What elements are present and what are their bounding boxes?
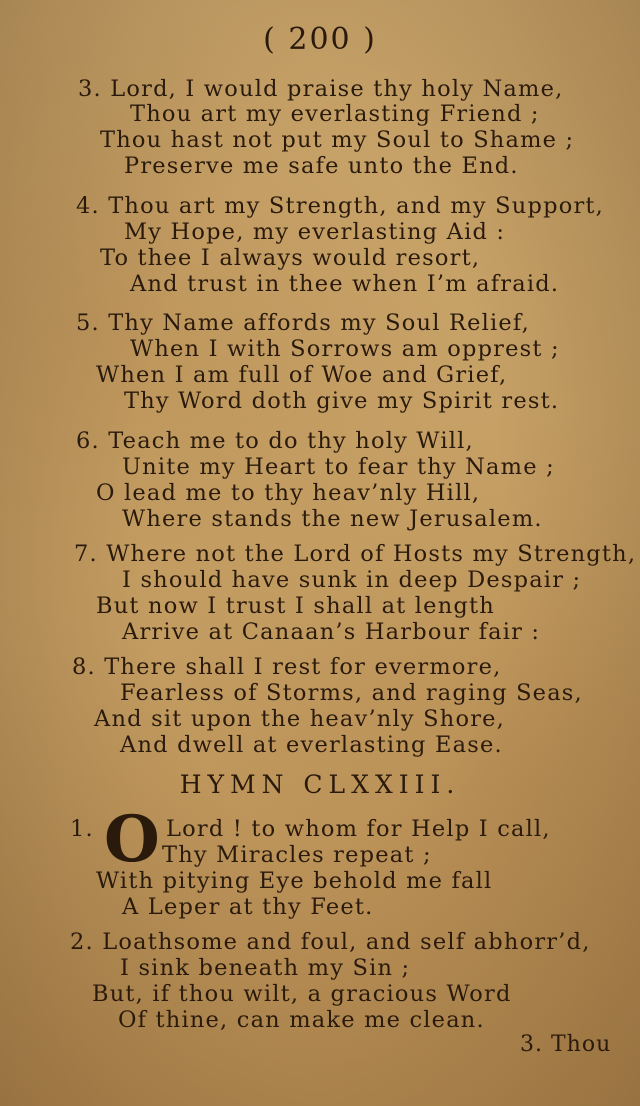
hymn-title: HYMN CLXXIII. bbox=[179, 770, 461, 799]
verse-6-line-4: Where stands the new Jerusalem. bbox=[122, 506, 543, 532]
hymn-verse-2-line-4: Of thine, can make me clean. bbox=[118, 1007, 485, 1033]
verse-8-line-1: 8. There shall I rest for evermore, bbox=[72, 654, 502, 680]
hymn-verse-2-line-2: I sink beneath my Sin ; bbox=[120, 955, 411, 981]
verse-8-line-4: And dwell at everlasting Ease. bbox=[120, 732, 503, 758]
verse-5-line-3: When I am full of Woe and Grief, bbox=[96, 362, 508, 388]
hymn-verse-2-line-3: But, if thou wilt, a gracious Word bbox=[92, 981, 512, 1007]
hymn-verse-1-line-2: Thy Miracles repeat ; bbox=[162, 842, 432, 868]
verse-3-line-4: Preserve me safe unto the End. bbox=[124, 153, 519, 179]
verse-3-line-2: Thou art my everlasting Friend ; bbox=[130, 101, 540, 127]
verse-6-line-1: 6. Teach me to do thy holy Will, bbox=[76, 428, 474, 454]
verse-7-line-4: Arrive at Canaan’s Harbour fair : bbox=[122, 619, 541, 645]
hymn-verse-1-line-4: A Leper at thy Feet. bbox=[122, 894, 374, 920]
verse-7-line-1: 7. Where not the Lord of Hosts my Strength, bbox=[74, 541, 637, 567]
verse-4-line-1: 4. Thou art my Strength, and my Support, bbox=[76, 193, 604, 219]
verse-6-line-3: O lead me to thy heav’nly Hill, bbox=[96, 480, 481, 506]
hymn-verse-1-line-3: With pitying Eye behold me fall bbox=[96, 868, 493, 894]
verse-3-line-1: 3. Lord, I would praise thy holy Name, bbox=[78, 76, 564, 102]
verse-4-line-2: My Hope, my everlasting Aid : bbox=[124, 219, 506, 245]
hymn-verse-2-line-1: 2. Loathsome and foul, and self abhorr’d, bbox=[70, 929, 591, 955]
verse-8-line-2: Fearless of Storms, and raging Seas, bbox=[120, 680, 583, 706]
verse-5-line-1: 5. Thy Name affords my Soul Relief, bbox=[76, 310, 530, 336]
verse-3-line-3: Thou hast not put my Soul to Shame ; bbox=[100, 127, 575, 153]
verse-5-line-4: Thy Word doth give my Spirit rest. bbox=[124, 388, 560, 414]
verse-5-line-2: When I with Sorrows am opprest ; bbox=[130, 336, 560, 362]
page-number: ( 200 ) bbox=[263, 22, 377, 57]
verse-7-line-2: I should have sunk in deep Despair ; bbox=[122, 567, 582, 593]
drop-cap: O bbox=[104, 802, 160, 877]
verse-4-line-4: And trust in thee when I’m afraid. bbox=[130, 271, 560, 297]
hymn-verse-1-line-1: Lord ! to whom for Help I call, bbox=[166, 816, 551, 842]
verse-6-line-2: Unite my Heart to fear thy Name ; bbox=[122, 454, 555, 480]
verse-7-line-3: But now I trust I shall at length bbox=[96, 593, 495, 619]
catchword: 3. Thou bbox=[520, 1032, 612, 1057]
verse-4-line-3: To thee I always would resort, bbox=[100, 245, 481, 271]
hymn-verse-1-number: 1. bbox=[70, 816, 94, 842]
verse-8-line-3: And sit upon the heav’nly Shore, bbox=[94, 706, 506, 732]
